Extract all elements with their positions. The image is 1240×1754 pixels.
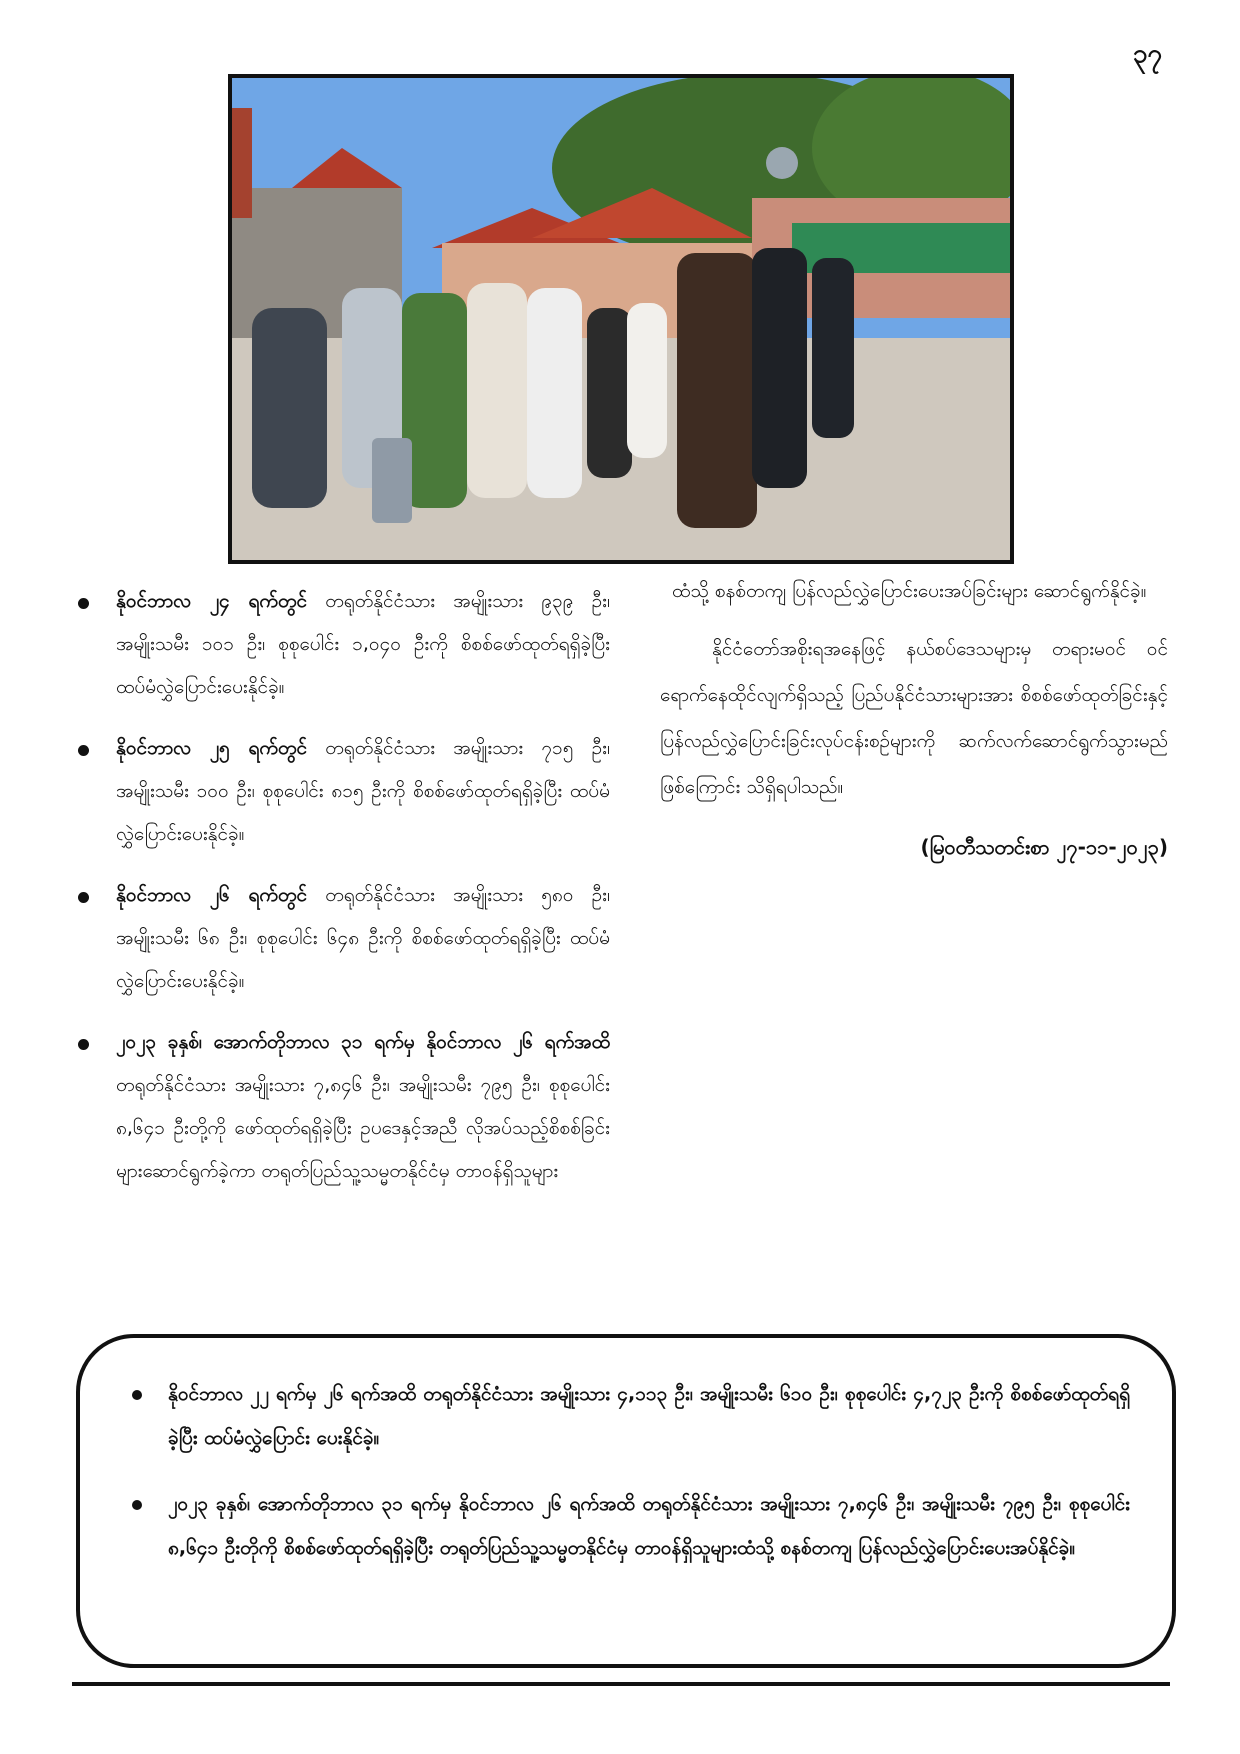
right-column bbox=[660, 568, 1168, 864]
photo-person bbox=[587, 308, 632, 478]
photo-dish bbox=[766, 147, 798, 179]
left-column bbox=[70, 580, 610, 1211]
list-item-bold: ၂၀၂၃ ခုနှစ်၊ အောက်တိုဘာလ ၃၁ ရက်မှ နိုဝင်ဘာလ ၂၆ ရက်အထိ bbox=[116, 1031, 610, 1053]
list-item bbox=[70, 580, 610, 709]
list-item-bold: နိုဝင်ဘာလ ၂၅ ရက်တွင် bbox=[116, 737, 308, 759]
photo-person bbox=[627, 303, 667, 458]
continuation-text: ထံသို့ စနစ်တကျ ပြန်လည်လွှဲပြောင်းပေးအပ်ခြင်းများ ဆောင်ရွက်နိုင်ခဲ့။ bbox=[672, 580, 1147, 602]
body-paragraph: နိုင်ငံတော်အစိုးရအနေဖြင့် နယ်စပ်ဒေသများမှ တရားမဝင် ဝင်ရောက်နေထိုင်လျက်ရှိသည့် ပြည်ပနိုင်ငံသားများအား စိစစ်ဖော်ထုတ်ခြင်းနှင့် ပြန်လည်လွှဲပြောင်းခြင်းလုပ်ငန်းစဉ်များကို ဆက်လက်ဆောင်ရွက်သွားမည်ဖြစ်ကြောင်း သိရှိရပါသည်။ bbox=[660, 638, 1168, 798]
photo-person bbox=[252, 308, 327, 508]
bottom-divider bbox=[72, 1682, 1170, 1686]
list-item-text: တရုတ်နိုင်ငံသား အမျိုးသား ၇,၈၄၆ ဦး၊ အမျိုးသမီး ၇၉၅ ဦး၊ စုစုပေါင်း ၈,၆၄၁ ဦးတို့ကို ဖော်ထုတ်ရရှိခဲ့ပြီး ဥပဒေနှင့်အညီ လိုအပ်သည့်စိစစ်ခြင်းများဆောင်ရွက်ခဲ့ကာ တရုတ်ပြည်သူ့သမ္မတနိုင်ငံမှ တာဝန်ရှိသူများ bbox=[116, 1074, 610, 1182]
list-item-text: တရုတ်နိုင်ငံသား အမျိုးသား ၅၈၀ ဦး၊ အမျိုးသမီး ၆၈ ဦး၊ စုစုပေါင်း ၆၄၈ ဦးကို စိစစ်ဖော်ထုတ်ရရှိခဲ့ပြီး ထပ်မံလွှဲပြောင်းပေးနိုင်ခဲ့။ bbox=[116, 884, 610, 992]
list-item-text: တရုတ်နိုင်ငံသား အမျိုးသား ၇၁၅ ဦး၊ အမျိုးသမီး ၁၀၀ ဦး၊ စုစုပေါင်း ၈၁၅ ဦးကို စိစစ်ဖော်ထုတ်ရရှိခဲ့ပြီး ထပ်မံလွှဲပြောင်းပေးနိုင်ခဲ့။ bbox=[116, 737, 610, 845]
news-photo bbox=[228, 74, 1014, 564]
photo-officer bbox=[677, 253, 757, 528]
photo-person bbox=[467, 283, 527, 498]
list-item-bold: နိုဝင်ဘာလ ၂၄ ရက်တွင် bbox=[116, 590, 308, 612]
page-number: ၃၇ bbox=[1132, 39, 1162, 69]
list-item bbox=[70, 727, 610, 856]
summary-item: နိုဝင်ဘာလ ၂၂ ရက်မှ ၂၆ ရက်အထိ တရုတ်နိုင်ငံသား အမျိုးသား ၄,၁၁၃ ဦး၊ အမျိုးသမီး ၆၁၀ ဦး၊ စုစုပေါင်း ၄,၇၂၃ ဦးကို စိစစ်ဖော်ထုတ်ရရှိခဲ့ပြီး ထပ်မံလွှဲပြောင်း ပေးနိုင်ခဲ့။ bbox=[128, 1372, 1130, 1460]
list-item-bold: နိုဝင်ဘာလ ၂၆ ရက်တွင် bbox=[116, 884, 308, 906]
photo-luggage bbox=[372, 438, 412, 523]
summary-box bbox=[76, 1334, 1176, 1668]
border-checkpoint-photo-illustration bbox=[232, 78, 1010, 560]
photo-officer bbox=[752, 248, 807, 488]
summary-item: ၂၀၂၃ ခုနှစ်၊ အောက်တိုဘာလ ၃၁ ရက်မှ နိုဝင်ဘာလ ၂၆ ရက်အထိ တရုတ်နိုင်ငံသား အမျိုးသား ၇,၈၄၆ ဦး၊ အမျိုးသမီး ၇၉၅ ဦး၊ စုစုပေါင်း ၈,၆၄၁ ဦးတိုကို စိစစ်ဖော်ထုတ်ရရှိခဲ့ပြီး တရုတ်ပြည်သူ့သမ္မတနိုင်ငံမှ တာဝန်ရှိသူများထံသို့ စနစ်တကျ ပြန်လည်လွှဲပြောင်းပေးအပ်နိုင်ခဲ့။ bbox=[128, 1482, 1130, 1570]
photo-officer bbox=[812, 258, 854, 438]
list-item bbox=[70, 874, 610, 1003]
list-item-text: တရုတ်နိုင်ငံသား အမျိုးသား ၉၃၉ ဦး၊ အမျိုးသမီး ၁၀၁ ဦး၊ စုစုပေါင်း ၁,၀၄၀ ဦးကို စိစစ်ဖော်ထုတ်ရရှိခဲ့ပြီး ထပ်မံလွှဲပြောင်းပေးနိုင်ခဲ့။ bbox=[116, 590, 610, 698]
photo-person bbox=[527, 288, 582, 498]
list-item bbox=[70, 1021, 610, 1193]
source-citation: (မြဝတီသတင်းစာ ၂၇-၁၁-၂၀၂၃) bbox=[920, 835, 1168, 859]
photo-tower bbox=[232, 108, 252, 218]
